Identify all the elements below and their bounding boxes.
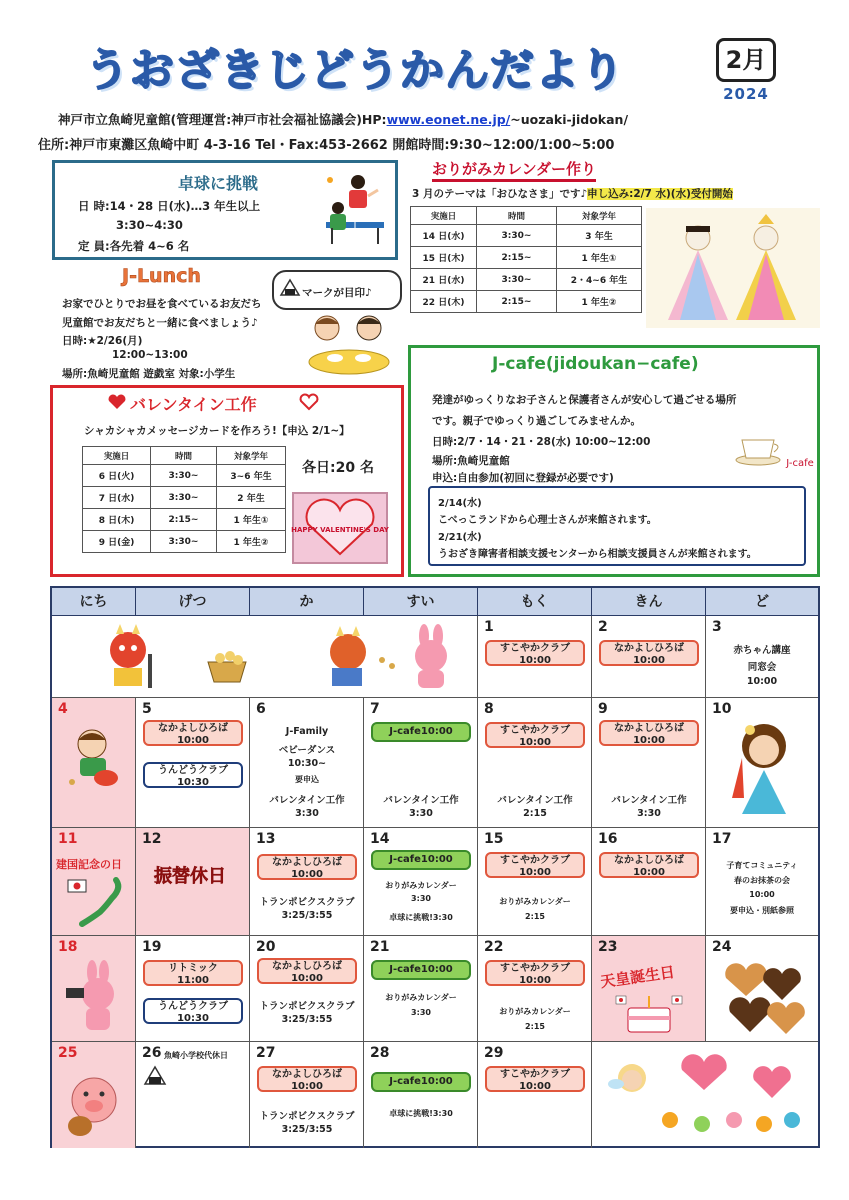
event-nakayoshi[interactable]: [599, 852, 699, 878]
event-baby-dance: ベビーダンス: [278, 745, 336, 756]
event-apply-note: 要申込: [295, 775, 319, 784]
event-time: 3:30: [411, 894, 431, 903]
table-header: 実施日: [411, 207, 477, 225]
calendar-day-28[interactable]: [364, 1042, 478, 1148]
calendar-day-26[interactable]: [136, 1042, 250, 1148]
event-time: 3:30: [409, 808, 433, 819]
event-jcafe[interactable]: J-cafe10:00: [371, 850, 471, 870]
table-cell: 1 年生①: [557, 247, 642, 269]
event-title: なかよしひろば: [272, 857, 342, 868]
table-cell: 7 日(水): [83, 487, 151, 509]
day-number: 25: [58, 1045, 78, 1061]
table-tennis-illustration-icon: [318, 172, 388, 252]
day-number: 17: [712, 831, 732, 847]
event-sukoyaka[interactable]: [485, 722, 585, 748]
weekday-header-sat: ど: [706, 588, 818, 616]
calendar-day-20[interactable]: [250, 936, 364, 1042]
event-title: なかよしひろば: [272, 961, 342, 972]
event-valentine: バレンタイン工作: [269, 795, 345, 806]
table-cell: 15 日(木): [411, 247, 477, 269]
table-cell: 2:15~: [477, 291, 557, 313]
table-cell: 3 年生: [557, 225, 642, 247]
day-number: 10: [712, 701, 732, 717]
newsletter-title: うおざきじどうかんだより: [85, 45, 625, 96]
onigiri-icon: [144, 1066, 166, 1086]
bubble-text: マークが目印♪: [302, 287, 372, 299]
notice-date-2: 2/21(水): [438, 532, 482, 543]
jcafe-title: J-cafe(jidoukan−cafe): [492, 354, 699, 374]
event-valentine: バレンタイン工作: [383, 795, 459, 806]
event-trampoline: トランポビクスクラブ: [259, 1111, 355, 1122]
calendar-day-1[interactable]: [478, 616, 592, 698]
event-time: 10:00: [633, 655, 665, 666]
calendar-day-25[interactable]: [52, 1042, 136, 1148]
event-time: 10:00: [519, 655, 551, 666]
day-number: 16: [598, 831, 618, 847]
day-number: 29: [484, 1045, 504, 1061]
event-time: 10:00: [519, 867, 551, 878]
day-number: 7: [370, 701, 380, 717]
day-number: 28: [370, 1045, 390, 1061]
jlunch-date: 日時:★2/26(月): [62, 335, 143, 347]
notice-text-1: こべっこランドから心理士さんが来館されます。: [438, 515, 657, 526]
event-valentine: バレンタイン工作: [611, 795, 687, 806]
school-holiday-note: 魚崎小学校代休日: [164, 1051, 228, 1060]
holiday-kenkoku: 建国記念の日: [56, 858, 122, 871]
table-header: 実施日: [83, 447, 151, 465]
calendar-day-14[interactable]: [364, 828, 478, 936]
origami-theme-text: 3 月のテーマは「おひなさま」です♪: [412, 188, 588, 200]
event-nakayoshi[interactable]: [143, 720, 243, 746]
day-number: 4: [58, 701, 68, 717]
jcafe-date: 日時:2/7・14・21・28(水) 10:00~12:00: [432, 436, 651, 448]
event-time: 10:00: [291, 1081, 323, 1092]
homepage-path: ~uozaki-jidokan/: [510, 112, 629, 127]
event-time: 3:25/3:55: [281, 910, 333, 921]
day-number: 12: [142, 831, 162, 847]
origami-theme: [412, 186, 733, 201]
table-tennis-time: 3:30~4:30: [116, 218, 183, 232]
valentine-card-photo: [292, 492, 388, 564]
event-time: 10:30: [177, 1013, 209, 1024]
table-header-row: [83, 447, 286, 465]
table-tennis-title: 卓球に挑戦: [178, 174, 259, 193]
kids-eating-illustration-icon: [305, 312, 395, 378]
child-playing-icon: [62, 726, 126, 796]
jcafe-place: 場所:魚崎児童館: [432, 455, 510, 467]
event-title: すこやかクラブ: [500, 725, 570, 736]
event-time: 10:00: [291, 973, 323, 984]
table-row: [83, 531, 286, 553]
weekday-header-thu: もく: [478, 588, 592, 616]
calendar-day-12[interactable]: [136, 828, 250, 936]
day-number: 3: [712, 619, 722, 635]
event-time: 10:30: [177, 777, 209, 788]
calendar-day-13[interactable]: [250, 828, 364, 936]
holiday-furikae: 振替休日: [154, 866, 226, 887]
table-cell: 3:30~: [151, 487, 217, 509]
table-header: 対象学年: [557, 207, 642, 225]
event-jcafe[interactable]: J-cafe10:00: [371, 960, 471, 980]
event-nakayoshi[interactable]: [257, 1066, 357, 1092]
table-cell: 3:30~: [477, 225, 557, 247]
event-akachan: 赤ちゃん講座: [733, 645, 791, 656]
event-title: すこやかクラブ: [500, 1069, 570, 1080]
jlunch-line-1: お家でひとりでお昼を食べているお友だち: [62, 298, 262, 310]
jcafe-line-1: 発達がゆっくりなお子さんと保護者さんが安心して過ごせる場所: [432, 394, 737, 406]
table-cell: 9 日(金): [83, 531, 151, 553]
day-number: 5: [142, 701, 152, 717]
event-nakayoshi[interactable]: [257, 958, 357, 984]
calendar-day-5[interactable]: [136, 698, 250, 828]
calendar-day-11[interactable]: [52, 828, 136, 936]
calendar-empty-cell: [52, 616, 478, 698]
table-row: [411, 247, 642, 269]
notice-text-2: うおざき障害者相談支援センターから相談支援員さんが来館されます。: [438, 549, 757, 560]
day-number: 27: [256, 1045, 276, 1061]
table-header: 時間: [477, 207, 557, 225]
teacup-icon: [730, 420, 814, 470]
table-cell: 2 年生: [217, 487, 286, 509]
weekday-header-fri: きん: [592, 588, 706, 616]
calendar-day-24[interactable]: [706, 936, 818, 1042]
event-sukoyaka[interactable]: [485, 852, 585, 878]
table-cell: 3:30~: [151, 531, 217, 553]
day-number: 11: [58, 831, 78, 847]
day-number: 15: [484, 831, 504, 847]
table-cell: 1 年生②: [217, 531, 286, 553]
address-line: 住所:神戸市東灘区魚崎中町 4-3-16 Tel・Fax:453-2662 開館時間:9:30~12:00/1:00~5:00: [38, 138, 615, 153]
event-title: うんどうクラブ: [158, 1001, 228, 1012]
calendar-day-15[interactable]: [478, 828, 592, 936]
event-trampoline: トランポビクスクラブ: [259, 1001, 355, 1012]
calendar-day-3[interactable]: [706, 616, 818, 698]
day-number: 24: [712, 939, 732, 955]
organization-text: 神戸市立魚崎児童館(管理運営:神戸市社会福祉協議会)HP:: [58, 112, 387, 127]
day-number: 13: [256, 831, 276, 847]
event-title: すこやかクラブ: [500, 963, 570, 974]
jcafe-logo: J-cafe: [786, 458, 814, 469]
table-header: 時間: [151, 447, 217, 465]
weekday-header-sun: にち: [52, 588, 136, 616]
jlunch-time: 12:00~13:00: [112, 349, 188, 361]
calendar-day-9[interactable]: [592, 698, 706, 828]
bean-box-icon: [202, 646, 252, 686]
event-title: なかよしひろば: [614, 855, 684, 866]
day-number: 2: [598, 619, 608, 635]
event-jcafe[interactable]: J-cafe10:00: [371, 1072, 471, 1092]
event-time: 10:00: [633, 867, 665, 878]
valentine-capacity: 各日:20 名: [302, 460, 374, 476]
table-cell: 22 日(木): [411, 291, 477, 313]
event-matcha: 春のお抹茶の会: [734, 876, 790, 885]
event-title: なかよしひろば: [272, 1069, 342, 1080]
event-ritomikku[interactable]: [143, 960, 243, 986]
table-cell: 2:15~: [477, 247, 557, 269]
event-time: 2:15: [525, 1022, 545, 1031]
event-title: なかよしひろば: [614, 643, 684, 654]
table-cell: 3:30~: [151, 465, 217, 487]
event-dousoukai: 同窓会: [747, 662, 777, 673]
day-number: 26: [142, 1045, 162, 1061]
event-time: 3:30: [411, 1008, 431, 1017]
event-apply-note: 要申込・別紙参照: [730, 906, 794, 915]
event-time: 10:00: [177, 735, 209, 746]
valentine-schedule-table: [82, 446, 286, 553]
day-number: 20: [256, 939, 276, 955]
valentine-subtitle: シャカシャカメッセージカードを作ろう!【申込 2/1~】: [84, 425, 350, 437]
event-time: 10:00: [633, 735, 665, 746]
event-valentine: バレンタイン工作: [497, 795, 573, 806]
calendar-day-8[interactable]: [478, 698, 592, 828]
event-time: 3:30: [295, 808, 319, 819]
table-tennis-date: 日 時:14・28 日(水)…3 年生以上: [78, 199, 261, 213]
event-time: 10:00: [291, 869, 323, 880]
event-jcafe[interactable]: J-cafe10:00: [371, 722, 471, 742]
event-nakayoshi[interactable]: [599, 720, 699, 746]
calendar-empty-cell: [592, 1042, 818, 1148]
event-sukoyaka[interactable]: [485, 960, 585, 986]
table-cell: 1 年生①: [217, 509, 286, 531]
event-title: すこやかクラブ: [500, 643, 570, 654]
calendar-day-19[interactable]: [136, 936, 250, 1042]
table-cell: 21 日(水): [411, 269, 477, 291]
event-time: 3:25/3:55: [281, 1124, 333, 1135]
calendar-day-10[interactable]: [706, 698, 818, 828]
event-time: 10:00: [519, 1081, 551, 1092]
table-row: [411, 291, 642, 313]
day-number: 14: [370, 831, 390, 847]
bunny-binoculars-icon: [62, 962, 126, 1034]
event-origami: おりがみカレンダー: [499, 897, 571, 906]
organization-info: [58, 110, 628, 128]
day-number: 21: [370, 939, 390, 955]
table-row: [411, 269, 642, 291]
day-number: 9: [598, 701, 608, 717]
heart-cookies-icon: [720, 960, 810, 1038]
event-time: 10:00: [519, 737, 551, 748]
calendar-day-4[interactable]: [52, 698, 136, 828]
event-origami: おりがみカレンダー: [499, 1007, 571, 1016]
event-title: すこやかクラブ: [500, 855, 570, 866]
card-text: HAPPY VALENTINE'S DAY: [291, 526, 389, 534]
month-badge: 2月: [716, 38, 776, 82]
event-time: 3:30: [637, 808, 661, 819]
heart-icon: [108, 394, 126, 410]
event-time: 3:25/3:55: [281, 1014, 333, 1025]
event-title: うんどうクラブ: [158, 765, 228, 776]
event-sukoyaka[interactable]: [485, 1066, 585, 1092]
calendar-day-18[interactable]: [52, 936, 136, 1042]
event-nakayoshi[interactable]: [599, 640, 699, 666]
event-takkyu: 卓球に挑戦!3:30: [389, 913, 453, 922]
red-oni-icon: [92, 624, 172, 694]
jcafe-line-2: です。親子でゆっくり過ごしてみませんか。: [432, 415, 642, 427]
year-label: 2024: [723, 85, 769, 103]
event-time: 2:15: [525, 912, 545, 921]
event-takkyu: 卓球に挑戦!3:30: [389, 1109, 453, 1118]
calendar-day-23[interactable]: [592, 936, 706, 1042]
calendar-day-7[interactable]: [364, 698, 478, 828]
event-title: なかよしひろば: [614, 723, 684, 734]
birthday-cake-icon: [614, 992, 684, 1036]
event-origami: おりがみカレンダー: [385, 881, 457, 890]
event-time: 10:30~: [287, 758, 327, 769]
table-cell: 6 日(火): [83, 465, 151, 487]
event-nakayoshi[interactable]: [257, 854, 357, 880]
event-trampoline: トランポビクスクラブ: [259, 897, 355, 908]
jlunch-line-2: 児童館でお友だちと一緒に食べましょう♪: [62, 317, 258, 329]
table-cell: 2・4~6 年生: [557, 269, 642, 291]
event-title: なかよしひろば: [158, 723, 228, 734]
event-time: 10:00: [746, 676, 778, 687]
weekday-header-wed: すい: [364, 588, 478, 616]
event-jfamily: J-Family: [285, 726, 329, 737]
holiday-tennou: 天皇誕生日: [599, 962, 676, 992]
event-sukoyaka[interactable]: [485, 640, 585, 666]
day-number: 6: [256, 701, 266, 717]
table-cell: 2:15~: [151, 509, 217, 531]
heart-outline-icon: [300, 394, 318, 410]
calendar-day-21[interactable]: [364, 936, 478, 1042]
calendar-day-17[interactable]: [706, 828, 818, 936]
girl-illustration-icon: [730, 718, 800, 818]
day-number: 19: [142, 939, 162, 955]
event-time: 11:00: [177, 975, 209, 986]
jlunch-title: J-Lunch: [122, 265, 201, 287]
day-number: 8: [484, 701, 494, 717]
table-row: [411, 225, 642, 247]
table-header-row: [411, 207, 642, 225]
calendar-day-29[interactable]: [478, 1042, 592, 1148]
table-row: [83, 465, 286, 487]
monthly-calendar: [50, 586, 820, 1148]
event-undou[interactable]: [143, 762, 243, 788]
table-cell: 3~6 年生: [217, 465, 286, 487]
day-number: 22: [484, 939, 504, 955]
day-number: 18: [58, 939, 78, 955]
event-title: リトミック: [168, 963, 218, 974]
table-row: [83, 487, 286, 509]
valentine-title: バレンタイン工作: [130, 395, 257, 414]
event-origami: おりがみカレンダー: [385, 993, 457, 1002]
table-cell: 1 年生②: [557, 291, 642, 313]
card-heart-icon: [291, 494, 389, 562]
calendar-day-22[interactable]: [478, 936, 592, 1042]
event-time: 10:00: [519, 975, 551, 986]
event-kosodate: 子育てコミュニティ: [726, 861, 798, 870]
day-number: 23: [598, 939, 618, 955]
calendar-day-16[interactable]: [592, 828, 706, 936]
notice-date-1: 2/14(水): [438, 498, 482, 509]
origami-title: おりがみカレンダー作り: [432, 158, 596, 182]
pig-icon: [62, 1070, 128, 1140]
jcafe-apply: 申込:自由参加(初回に登録が必要です): [432, 472, 614, 484]
event-undou[interactable]: [143, 998, 243, 1024]
onigiri-icon: [280, 279, 300, 297]
table-row: [83, 509, 286, 531]
oni-and-bunny-icon: [312, 626, 462, 692]
table-cell: 8 日(木): [83, 509, 151, 531]
calendar-day-6[interactable]: [250, 698, 364, 828]
cupid-hearts-icon: [604, 1050, 810, 1142]
table-cell: 14 日(水): [411, 225, 477, 247]
origami-schedule-table: [410, 206, 642, 313]
calendar-day-27[interactable]: [250, 1042, 364, 1148]
jlunch-place: 場所:魚崎児童館 遊戯室 対象:小学生: [62, 368, 236, 380]
japan-map-icon: [66, 876, 126, 930]
day-number: 1: [484, 619, 494, 635]
hina-doll-photo-icon: [646, 208, 820, 328]
event-time: 2:15: [523, 808, 547, 819]
weekday-header-tue: か: [250, 588, 364, 616]
calendar-day-2[interactable]: [592, 616, 706, 698]
weekday-header-mon: げつ: [136, 588, 250, 616]
table-header: 対象学年: [217, 447, 286, 465]
table-tennis-capacity: 定 員:各先着 4~6 名: [78, 239, 190, 253]
homepage-link[interactable]: www.eonet.ne.jp/: [386, 112, 511, 127]
event-time: 10:00: [749, 890, 775, 899]
table-cell: 3:30~: [477, 269, 557, 291]
origami-apply-text: 申し込み:2/7 水)(水)受付開始: [587, 188, 733, 200]
